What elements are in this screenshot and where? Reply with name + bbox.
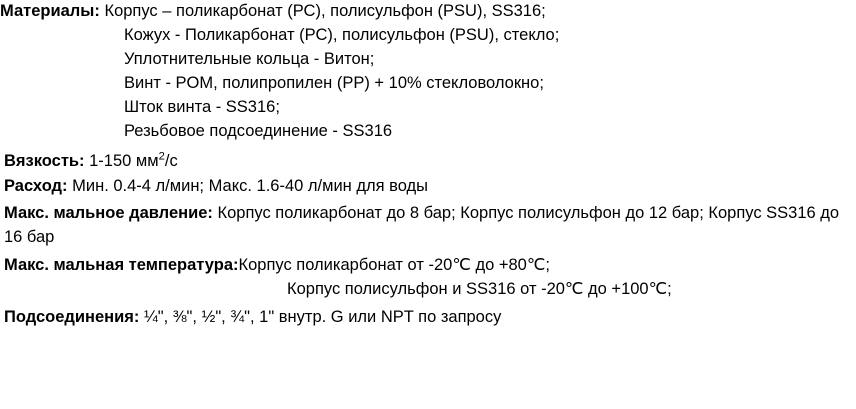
viscosity-exponent: 2 [158,150,165,163]
materials-line-5: Резьбовое подсоединение - SS316 [124,121,393,140]
materials-line-4: Шток винта - SS316; [124,97,280,116]
materials-label: Материалы: [0,2,100,20]
max-pressure-row [0,202,856,250]
flow-value: Мин. 0.4-4 л/мин; Макс. 1.6-40 л/мин для воды [67,177,429,196]
viscosity-label: Вязкость: [4,151,85,170]
connections-label: Подсоединения: [4,308,140,327]
max-pressure-label: Макс. мальное давление: [4,204,213,223]
flow-row [0,175,856,199]
connections-value: ¼", ⅜", ½", ¾", 1" внутр. G или NPT по запросу [139,308,502,327]
materials-block [0,0,856,144]
max-temperature-label: Макс. мальная температура: [4,256,239,275]
materials-line-2: Уплотнительные кольца - Витон; [124,49,375,68]
viscosity-value-post: /с [164,151,178,170]
max-temperature-row [0,254,856,302]
max-temperature-value-line2: Корпус полисульфон и SS316 от -20℃ до +100℃; [287,280,672,299]
viscosity-value-pre: 1-150 мм [84,151,159,170]
materials-line-1: Кожух - Поликарбонат (РС), полисульфон (PSU), стекло; [124,25,560,44]
max-temperature-value-line1: Корпус поликарбонат от -20℃ до +80℃; [238,256,550,275]
max-pressure-value: Корпус поликарбонат до 8 бар; Корпус полисульфон до 12 бар; Корпус SS316 до 16 бар [4,204,840,247]
viscosity-row [0,150,856,174]
materials-line-0: Корпус – поликарбонат (РС), полисульфон (PSU), SS316; [104,2,546,20]
materials-first-line [0,0,856,24]
connections-row [0,306,856,330]
flow-label: Расход: [4,177,68,196]
materials-line-3: Винт - POM, полипропилен (PP) + 10% стекловолокно; [124,73,544,92]
